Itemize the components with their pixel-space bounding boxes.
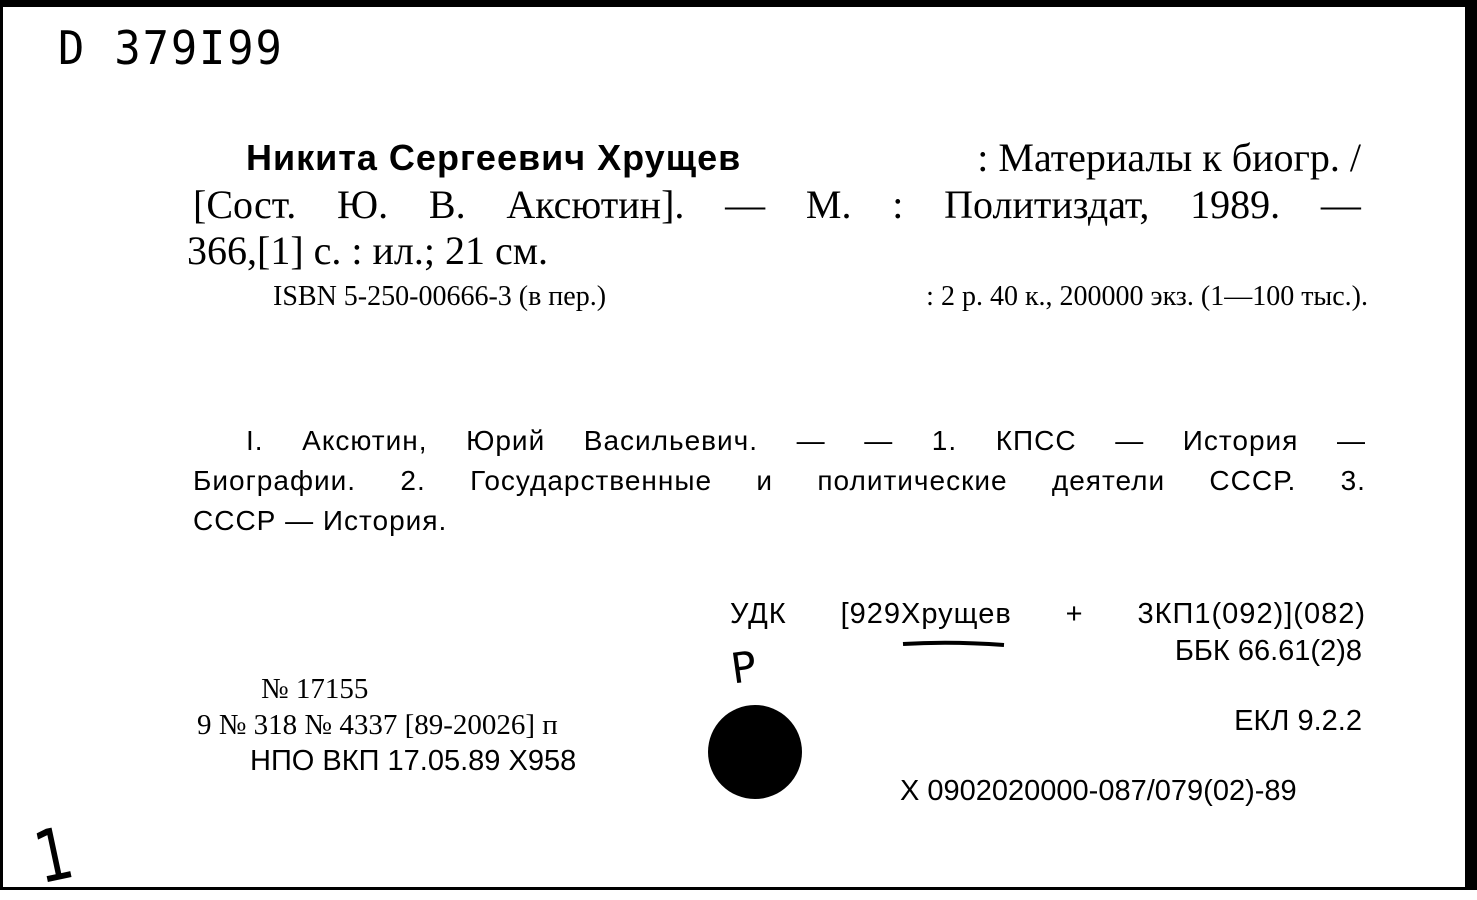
bbk-code: ББК 66.61(2)8 [1174, 635, 1362, 667]
udk-plus: + [1065, 598, 1084, 630]
isbn-line [273, 281, 1368, 313]
word: — [796, 425, 826, 456]
word: Васильевич. [583, 425, 759, 456]
word: — [725, 182, 766, 227]
word: 2. [400, 465, 426, 496]
author-name: Никита Сергеевич Хрущев [246, 137, 742, 178]
word: политические [817, 465, 1008, 496]
subject-line-2 [193, 461, 1366, 501]
word: Юрий [466, 425, 546, 456]
word: Биографии. [193, 465, 357, 496]
word: деятели [1051, 465, 1166, 496]
word: Государственные [470, 465, 713, 496]
handwritten-underline [901, 639, 1006, 649]
subject-line-1 [246, 421, 1366, 461]
word: История [1182, 425, 1299, 456]
word: [Сост. [193, 182, 297, 227]
word: СССР. [1209, 465, 1297, 496]
udk-label: УДК [730, 598, 787, 630]
word: КПСС [995, 425, 1077, 456]
registration-number: № 17155 [261, 673, 369, 705]
title-line-2 [193, 181, 1361, 229]
word: : [892, 182, 904, 227]
subject-line-3: СССР — История. [193, 505, 448, 536]
word: I. [246, 425, 264, 456]
udk-value: [929Хрущев [840, 598, 1012, 630]
word: М. [805, 182, 852, 227]
word: и [756, 465, 774, 496]
price-print-run: : 2 р. 40 к., 200000 экз. (1—100 тыс.). [926, 281, 1368, 312]
word: — [1336, 425, 1366, 456]
x-code: X 0902020000-087/079(02)-89 [900, 775, 1297, 807]
title-text: : Материалы к биогр. / [977, 135, 1361, 180]
handwritten-mark: Р [727, 641, 760, 694]
title-line-3: 366,[1] с. : ил.; 21 см. [187, 228, 549, 273]
isbn: ISBN 5-250-00666-3 (в пер.) [273, 281, 607, 312]
word: 3. [1340, 465, 1366, 496]
word: В. [428, 182, 466, 227]
catalog-number: D 379I99 [58, 21, 284, 75]
word: 1. [931, 425, 958, 456]
title-line-1 [246, 134, 1361, 182]
handwritten-number: 1 [27, 810, 81, 900]
word: 1989. [1190, 182, 1281, 227]
word: — [864, 425, 894, 456]
word: Аксютин]. [506, 182, 685, 227]
word: Аксютин, [302, 425, 428, 456]
punch-hole [708, 705, 802, 799]
udk-rest: 3КП1(092)](082) [1137, 598, 1366, 630]
order-line: 9 № 318 № 4337 [89-20026] п [197, 709, 558, 741]
word: Политиздат, [944, 182, 1150, 227]
udk-line [730, 598, 1366, 631]
word: Ю. [337, 182, 389, 227]
ekl-code: ЕКЛ 9.2.2 [1234, 705, 1362, 737]
word: — [1320, 182, 1361, 227]
publisher-line: НПО ВКП 17.05.89 X958 [250, 745, 577, 777]
word: — [1115, 425, 1145, 456]
